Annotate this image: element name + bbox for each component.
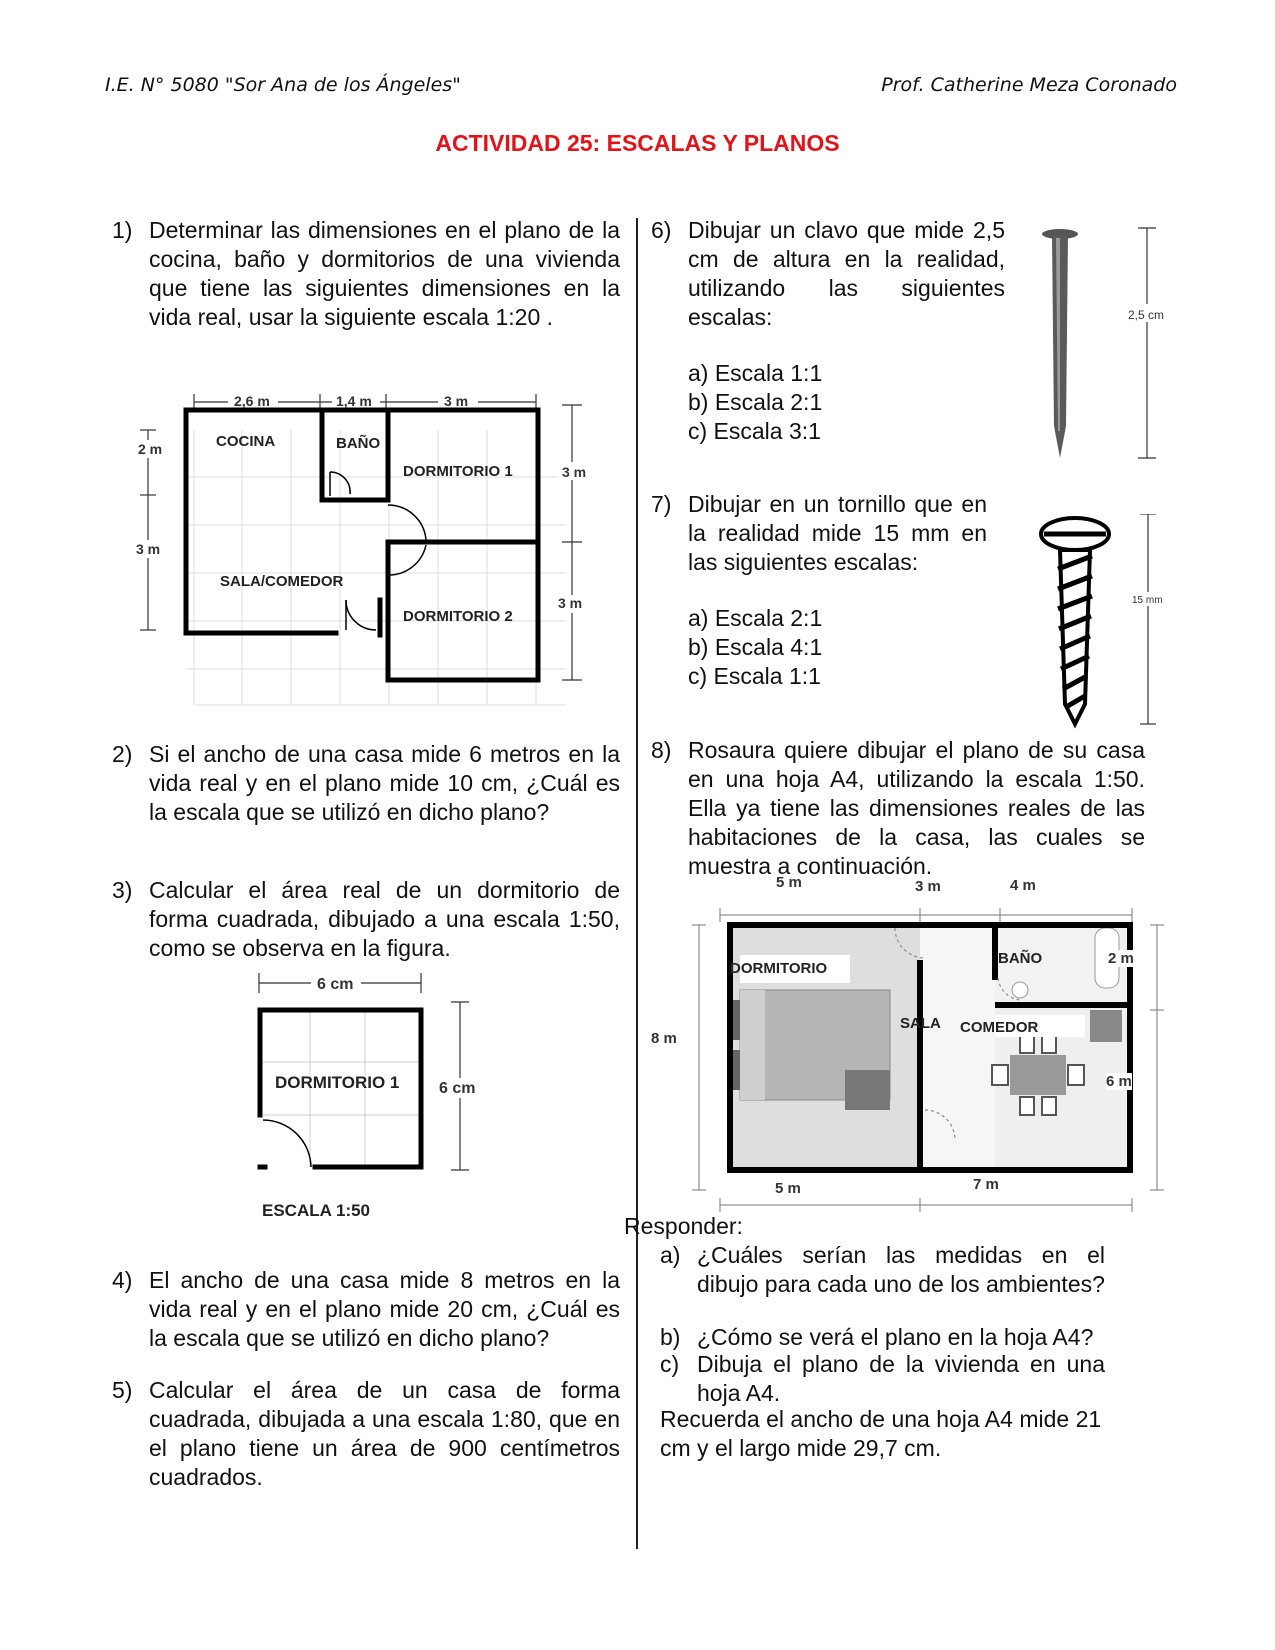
nail-figure	[1030, 226, 1180, 466]
floor-plan-3	[670, 900, 1190, 1220]
question-number: 2)	[112, 741, 133, 767]
dim-top-2: 1,4 m	[336, 393, 372, 409]
header-teacher: Prof. Catherine Meza Coronado	[881, 74, 1177, 96]
question-text: Dibujar en un tornillo que en la realidad mide 15 mm en las siguientes escalas:	[688, 491, 987, 575]
plan3-dim-left: 8 m	[651, 1030, 677, 1047]
screw-dim: 15 mm	[1132, 595, 1163, 606]
respond-item-b: b) ¿Cómo se verá el plano en la hoja A4?	[660, 1324, 1094, 1350]
respond-label: Responder:	[624, 1213, 743, 1239]
dim-top: 6 cm	[317, 976, 354, 993]
options-list	[688, 604, 987, 691]
room-dormitorio-1: DORMITORIO 1	[403, 463, 513, 480]
respond-note: Recuerda el ancho de una hoja A4 mide 21 cm y el largo mide 29,7 cm.	[660, 1406, 1102, 1461]
scale-label: ESCALA 1:50	[262, 1201, 371, 1220]
room-sala-comedor: SALA/COMEDOR	[220, 573, 344, 590]
option-b: b) Escala 4:1	[688, 634, 823, 660]
question-number: 6)	[651, 217, 672, 243]
respond-item-c: c) Dibuja el plano de la vivienda en una hoja A4.	[660, 1351, 1105, 1406]
room-dormitorio-2: DORMITORIO 2	[403, 608, 513, 625]
floor-plan-2	[255, 1000, 515, 1240]
screw-figure	[1030, 514, 1180, 734]
question-number: 5)	[112, 1377, 133, 1403]
question-number: 1)	[112, 217, 133, 243]
dim-top-1: 2,6 m	[234, 393, 270, 409]
room-dormitorio: DORMITORIO	[730, 960, 828, 977]
floor-plan-1	[136, 390, 626, 710]
question-6	[651, 216, 1005, 446]
plan3-dim-bottom-2: 7 m	[973, 1176, 999, 1193]
question-number: 8)	[651, 737, 672, 763]
room-comedor: COMEDOR	[960, 1019, 1039, 1036]
question-text: Calcular el área de un casa de forma cuadrada, dibujada a una escala 1:80, que en el plano tiene un área de 900 centímetros cuadrados.	[149, 1377, 620, 1490]
plan3-dim-top-1: 5 m	[776, 874, 802, 891]
question-text: El ancho de una casa mide 8 metros en la vida real y en el plano mide 20 cm, ¿Cuál es la escala que se utilizó en dicho plano?	[149, 1267, 620, 1351]
dim-right: 6 cm	[439, 1080, 476, 1097]
page-title: ACTIVIDAD 25: ESCALAS Y PLANOS	[435, 130, 840, 156]
question-text: Si el ancho de una casa mide 6 metros en la vida real y en el plano mide 10 cm, ¿Cuál es la escala que se utilizó en dicho plano?	[149, 741, 620, 825]
question-2	[112, 740, 620, 827]
question-text: Calcular el área real de un dormitorio de forma cuadrada, dibujado a una escala 1:50, como se observa en la figura.	[149, 877, 620, 961]
option-a: a) Escala 1:1	[688, 360, 823, 386]
question-7	[651, 490, 987, 691]
question-text: Rosaura quiere dibujar el plano de su casa en una hoja A4, utilizando la escala 1:50. Ella ya tiene las dimensiones reales de las habitaciones de la casa, las cuales se muestra a continuación.	[688, 737, 1145, 879]
column-divider	[636, 218, 638, 1549]
dim-right-2: 3 m	[558, 595, 583, 611]
dim-left-2: 3 m	[136, 541, 161, 557]
nail-dim: 2,5 cm	[1128, 308, 1165, 322]
plan3-dim-bottom-1: 5 m	[775, 1180, 801, 1197]
dim-left-1: 2 m	[138, 441, 163, 457]
question-4	[112, 1266, 620, 1353]
question-1	[112, 216, 620, 332]
question-number: 7)	[651, 491, 672, 517]
room-sala: SALA	[900, 1015, 941, 1032]
room-bano: BAÑO	[998, 950, 1043, 967]
plan3-dim-right-1: 2 m	[1108, 950, 1134, 967]
question-3	[112, 876, 620, 963]
plan3-dim-top-3: 4 m	[1010, 877, 1036, 894]
option-b: b) Escala 2:1	[688, 389, 823, 415]
plan3-dim-top-2: 3 m	[915, 878, 941, 895]
question-text: Dibujar un clavo que mide 2,5 cm de altura en la realidad, utilizando las siguientes escalas:	[688, 217, 1005, 330]
room-bano: BAÑO	[336, 435, 381, 452]
plan-2-top-dimension	[255, 970, 435, 996]
option-c: c) Escala 3:1	[688, 418, 821, 444]
question-number: 3)	[112, 877, 133, 903]
room-cocina: COCINA	[216, 433, 276, 450]
option-c: c) Escala 1:1	[688, 663, 821, 689]
question-5	[112, 1376, 620, 1492]
header-school: I.E. N° 5080 "Sor Ana de los Ángeles"	[105, 74, 461, 96]
dim-right-1: 3 m	[562, 464, 587, 480]
question-number: 4)	[112, 1267, 133, 1293]
plan3-dim-right-2: 6 m	[1106, 1073, 1132, 1090]
option-a: a) Escala 2:1	[688, 605, 823, 631]
respond-item-a: a) ¿Cuáles serían las medidas en el dibujo para cada uno de los ambientes?	[660, 1242, 1105, 1297]
question-text: Determinar las dimensiones en el plano de la cocina, baño y dormitorios de una vivienda que tiene las siguientes dimensiones en la vida real, usar la siguiente escala 1:20 .	[149, 217, 620, 330]
question-8	[651, 736, 1145, 881]
options-list	[688, 359, 1005, 446]
screw-icon	[1041, 518, 1109, 724]
room-dormitorio-1: DORMITORIO 1	[275, 1073, 400, 1092]
dim-top-3: 3 m	[444, 393, 469, 409]
